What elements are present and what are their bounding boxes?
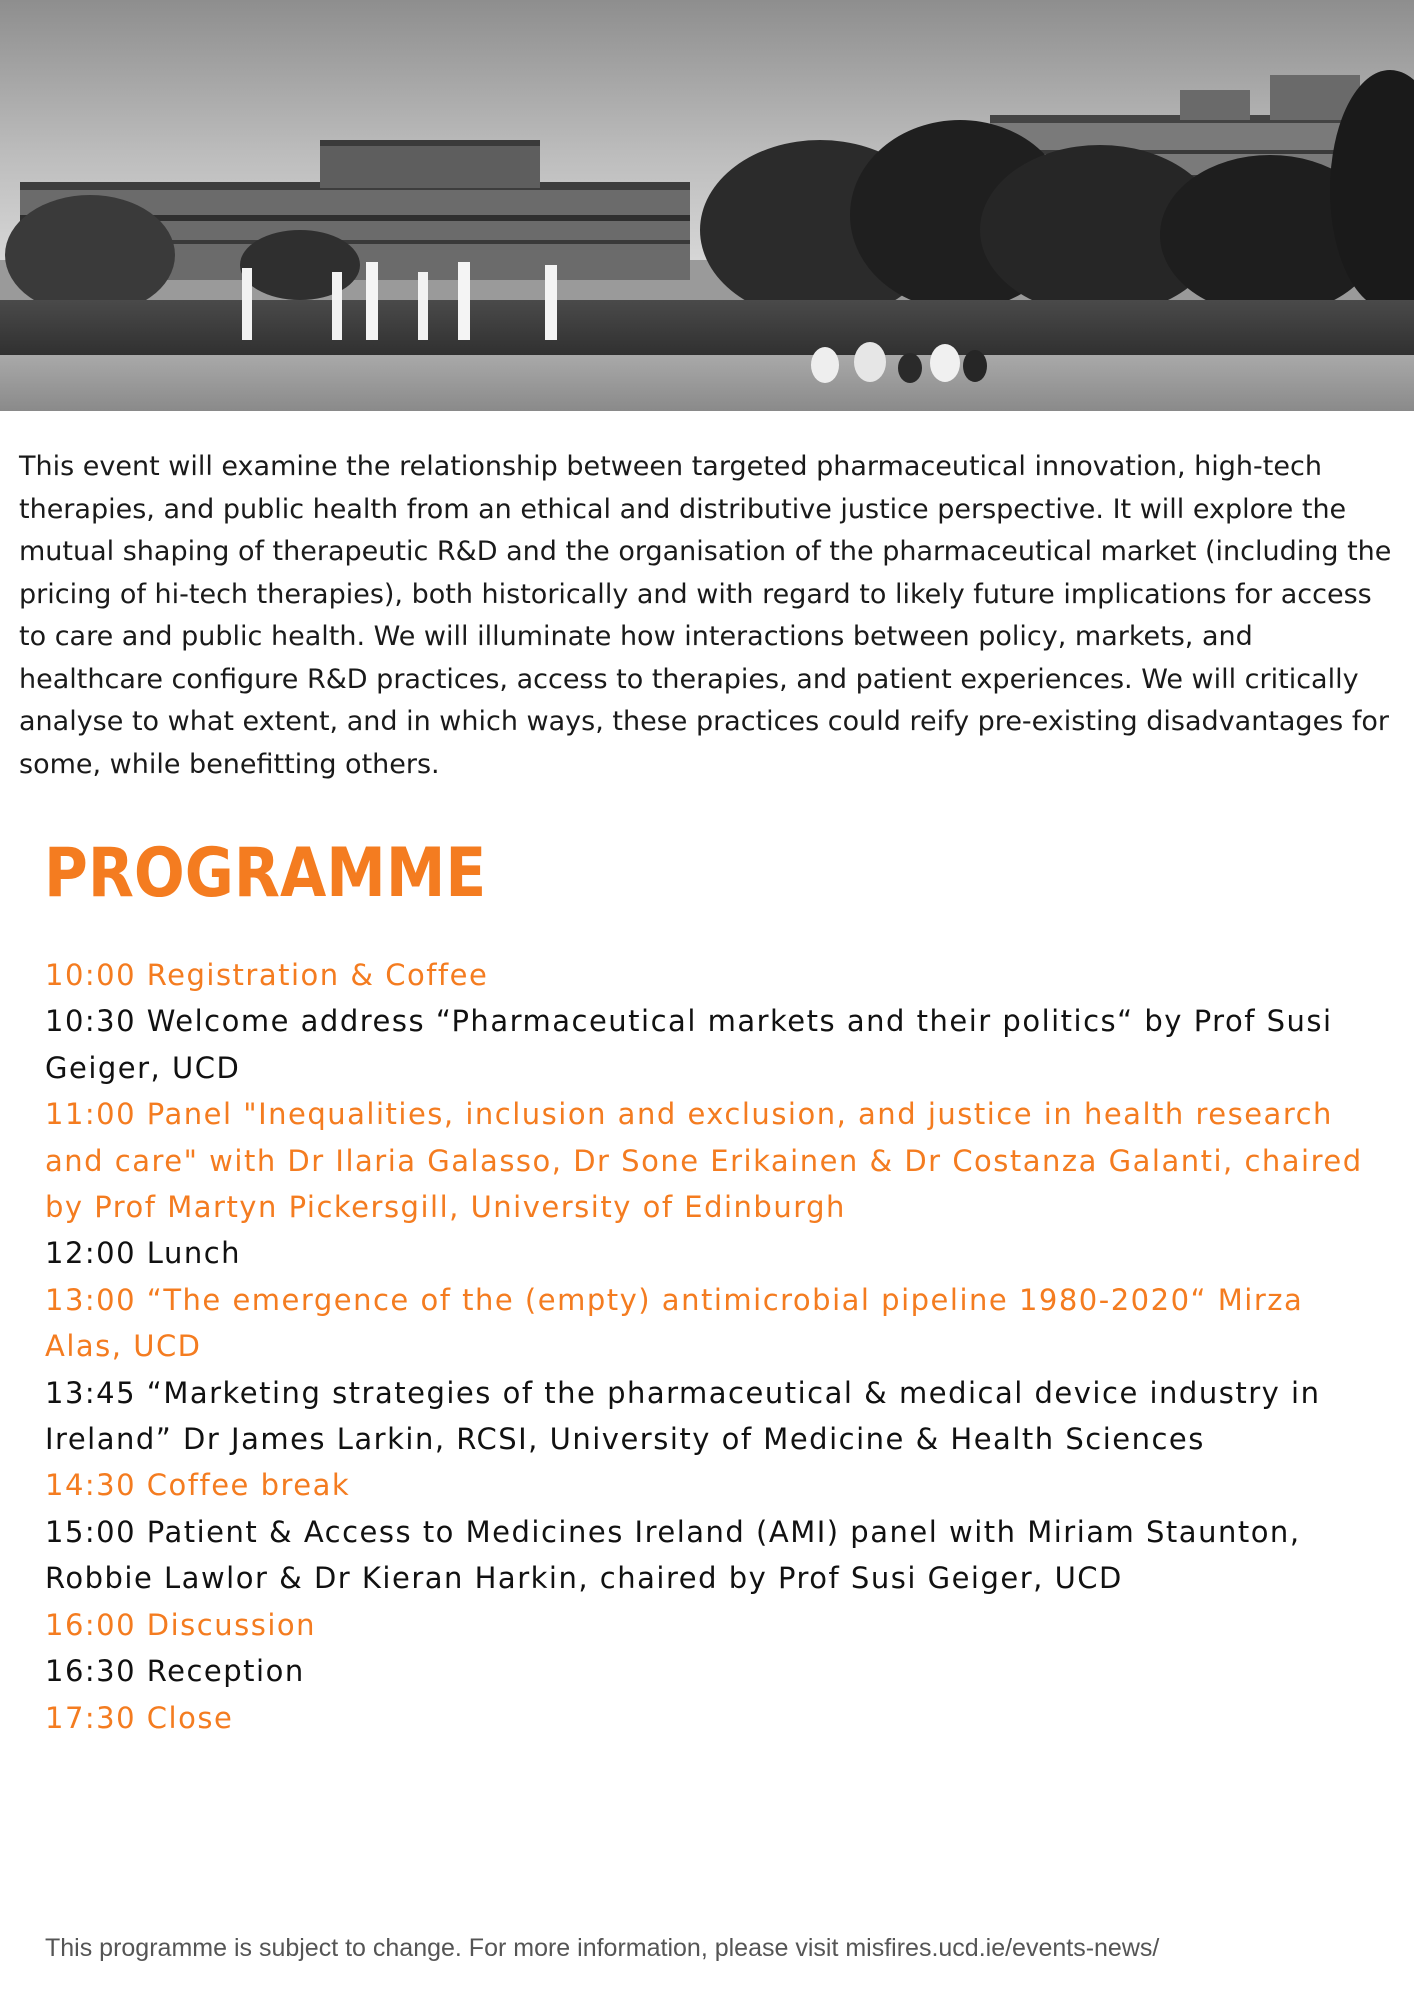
programme-item: 13:00 “The emergence of the (empty) antimicrobial pipeline 1980-2020“ Mirza Alas, UCD	[45, 1282, 1304, 1364]
programme-item: 10:30 Welcome address “Pharmaceutical markets and their politics“ by Prof Susi Geiger, UCD	[45, 1004, 1333, 1085]
campus-photo-illustration	[0, 0, 1414, 411]
event-description: This event will examine the relationship between targeted pharmaceutical innovation, high-tech therapies, and public health from an ethical and distributive justice perspective. It will explore the mutual shaping of therapeutic R&D and the organisation of the pharmaceutical market (including the pricing of hi-tech therapies), both historically and with regard to likely future implications for access to care and public health. We will illuminate how interactions between policy, markets, and healthcare configure R&D practices, access to therapies, and patient experiences. We will critically analyse to what extent, and in which ways, these practices could reify pre-existing disadvantages for some, while benefitting others.	[19, 451, 1392, 780]
programme-item: 16:30 Reception	[45, 1654, 305, 1689]
change-notice-text: This programme is subject to change. For more information, please visit misfires.ucd.ie/events-news/	[45, 1934, 1160, 1962]
programme-item: 14:30 Coffee break	[45, 1468, 351, 1503]
programme-heading: PROGRAMME	[44, 834, 487, 913]
programme-item: 16:00 Discussion	[45, 1607, 317, 1642]
campus-photo	[0, 0, 1414, 411]
programme-item: 15:00 Patient & Access to Medicines Ireland (AMI) panel with Miriam Staunton, Robbie Lawlor & Dr Kieran Harkin, chaired by Prof Susi Geiger, UCD	[45, 1514, 1301, 1596]
programme-item: 13:45 “Marketing strategies of the pharmaceutical & medical device industry in Ireland” Dr James Larkin, RCSI, University of Medicine & Health Sciences	[45, 1375, 1321, 1457]
programme-item: 11:00 Panel "Inequalities, inclusion and exclusion, and justice in health research and care" with Dr Ilaria Galasso, Dr Sone Erikainen & Dr Costanza Galanti, chaired by Prof Martyn Pickersgill, University of Edinburgh	[45, 1097, 1363, 1225]
programme-list	[45, 952, 1385, 1741]
programme-item: 12:00 Lunch	[45, 1236, 242, 1271]
programme-item: 10:00 Registration & Coffee	[45, 958, 489, 992]
programme-item: 17:30 Close	[45, 1700, 234, 1735]
change-notice	[45, 1932, 1159, 1964]
